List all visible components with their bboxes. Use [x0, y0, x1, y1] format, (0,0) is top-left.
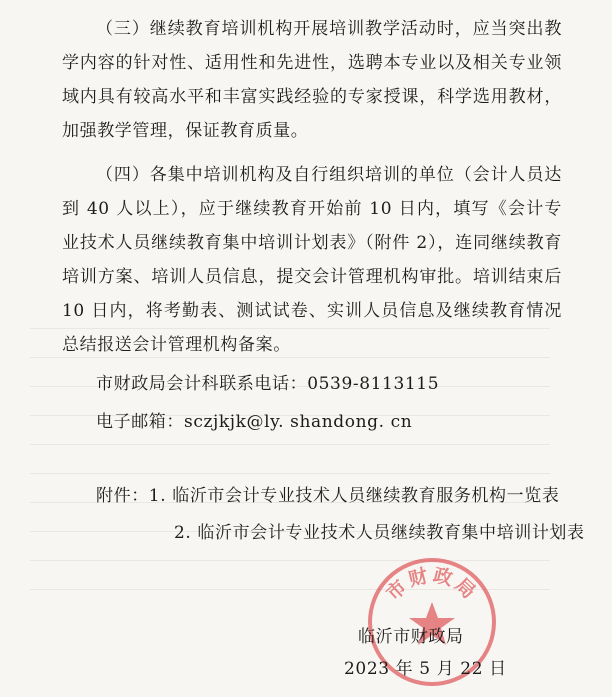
contact-phone-line: 市财政局会计科联系电话：0539-8113115: [96, 374, 440, 394]
seal-lettering: 市财政局: [382, 564, 482, 606]
paragraph-4: （四）各集中培训机构及自行组织培训的单位（会计人员达到 40 人以上），应于继续教育开始前 10 日内，填写《会计专业技术人员继续教育集中培训计划表》（附件 2），连同继续教育培训方案、培训人员信息，提交会计管理机构审批。培训结束后 10 日内，将考勤表、测试试卷、实训人员信息及继续教育情况总结报送会计管理机构备案。: [62, 165, 562, 355]
issuer-name: 临沂市财政局: [358, 627, 464, 647]
contact-email-line: 电子邮箱：sczjkjk@ly. shandong. cn: [96, 412, 413, 432]
issue-date: 2023 年 5 月 22 日: [344, 659, 507, 679]
attachment-item-2: 2. 临沂市会计专业技术人员继续教育集中培训计划表: [174, 523, 585, 543]
attachment-item-1: 附件：1. 临沂市会计专业技术人员继续教育服务机构一览表: [96, 486, 560, 506]
paragraph-3: （三）继续教育培训机构开展培训教学活动时，应当突出教学内容的针对性、适用性和先进性，选聘本专业以及相关专业领域内具有较高水平和丰富实践经验的专家授课，科学选用教材，加强教学管理，保证教育质量。: [62, 19, 562, 141]
